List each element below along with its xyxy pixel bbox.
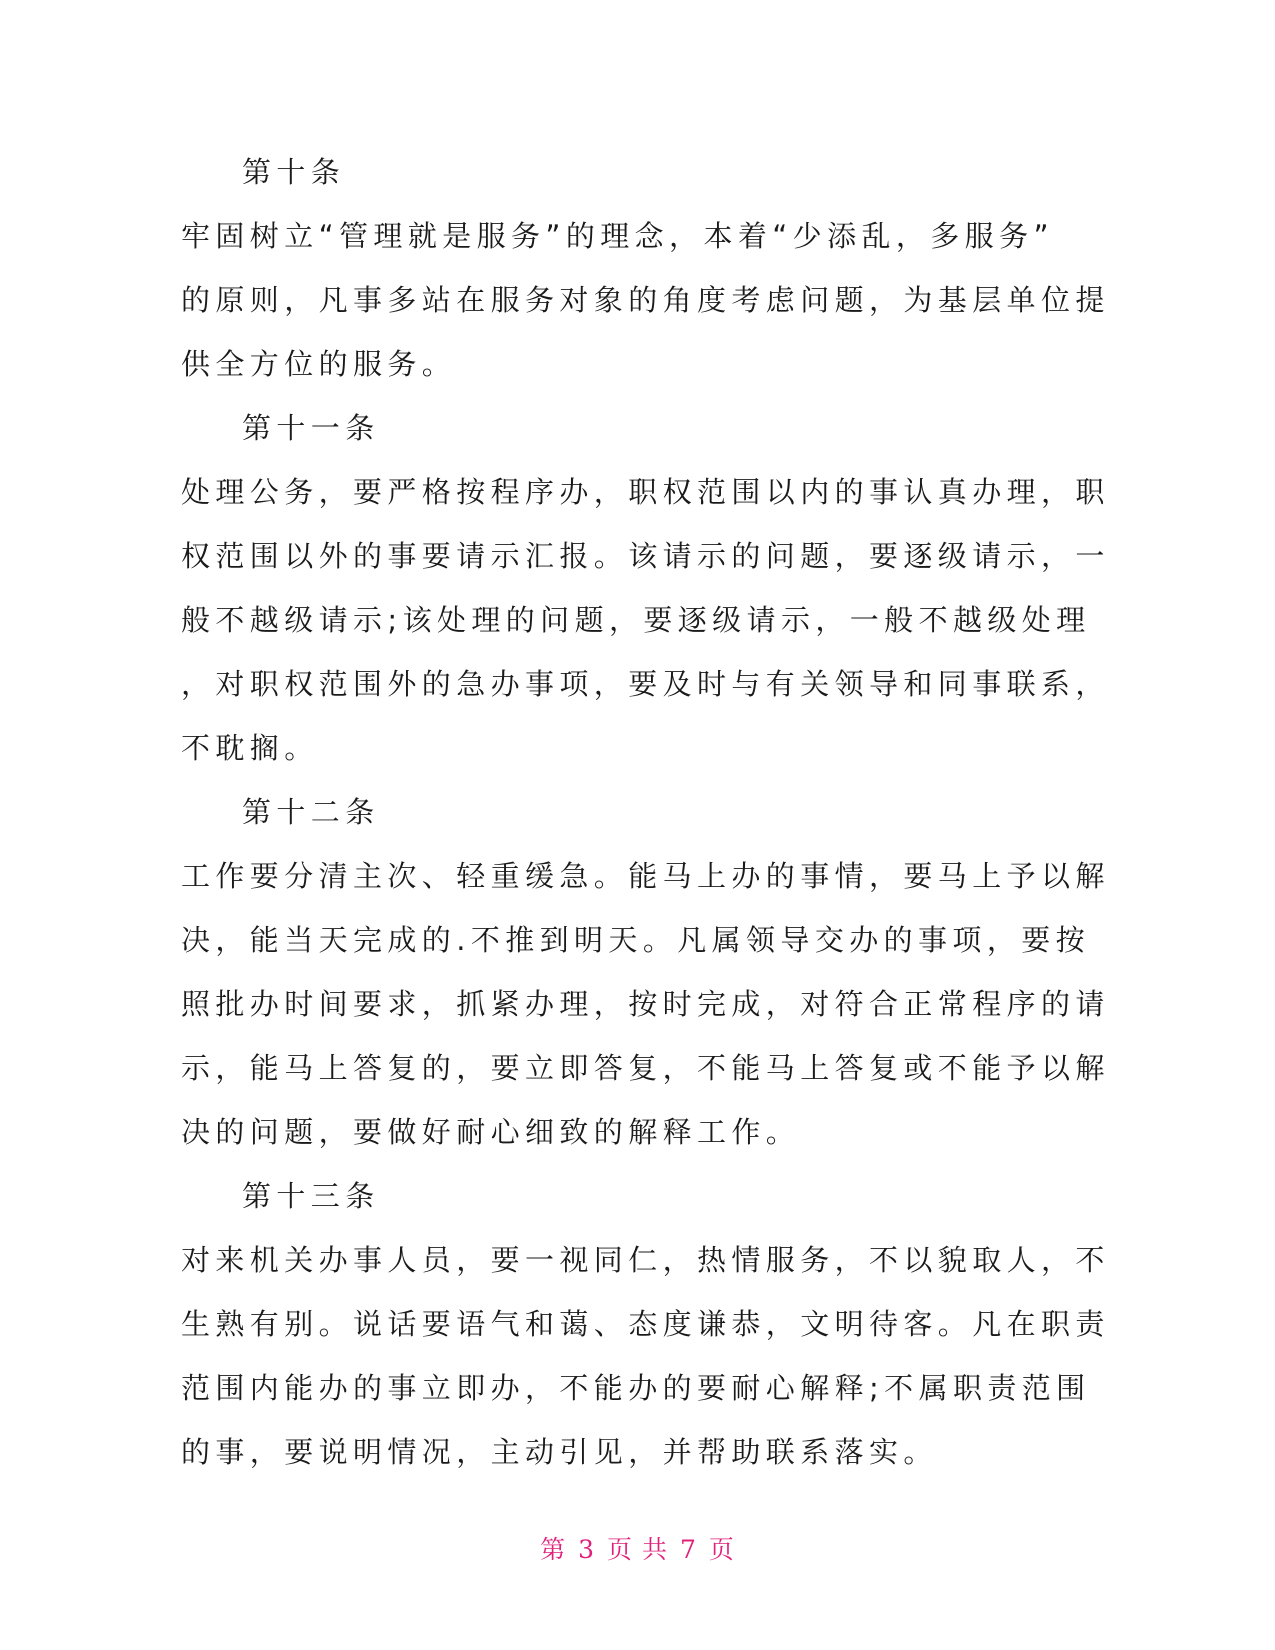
paragraph-line: 对来机关办事人员，要一视同仁，热情服务，不以貌取人，不 [181,1243,1110,1277]
paragraph-line: 工作要分清主次、轻重缓急。能马上办的事情，要马上予以解 [181,859,1110,893]
paragraph-line: 照批办时间要求，抓紧办理，按时完成，对符合正常程序的请 [181,987,1110,1021]
section-heading: 第十条 [242,155,346,189]
footer-middle: 页 共 [607,1535,668,1564]
paragraph-line: 处理公务，要严格按程序办，职权范围以内的事认真办理，职 [181,475,1110,509]
document-body [181,140,1110,1484]
section-heading: 第十二条 [242,795,380,829]
paragraph-line: ，对职权范围外的急办事项，要及时与有关领导和同事联系， [181,667,1110,701]
paragraph-line: 权范围以外的事要请示汇报。该请示的问题，要逐级请示，一 [181,539,1110,573]
footer-suffix: 页 [708,1535,735,1564]
section-heading: 第十三条 [242,1179,380,1213]
paragraph-line: 不耽搁。 [181,731,319,765]
paragraph-line: 范围内能办的事立即办，不能办的要耐心解释;不属职责范围 [181,1371,1091,1405]
page-footer [0,1530,1275,1566]
paragraph-line: 生熟有别。说话要语气和蔼、态度谦恭，文明待客。凡在职责 [181,1307,1110,1341]
paragraph-line: 的事，要说明情况，主动引见，并帮助联系落实。 [181,1435,938,1469]
paragraph-line: 决的问题，要做好耐心细致的解释工作。 [181,1115,801,1149]
paragraph-line: 示，能马上答复的，要立即答复，不能马上答复或不能予以解 [181,1051,1110,1085]
footer-prefix: 第 [540,1535,567,1564]
paragraph-line: 般不越级请示;该处理的问题，要逐级请示，一般不越级处理 [181,603,1091,637]
page-number: 3 [578,1535,596,1564]
paragraph-line: 供全方位的服务。 [181,347,457,381]
section-heading: 第十一条 [242,411,380,445]
paragraph-line: 决，能当天完成的.不推到明天。凡属领导交办的事项，要按 [181,923,1091,957]
total-pages: 7 [679,1535,697,1564]
paragraph-line: 牢固树立“管理就是服务”的理念，本着“少添乱，多服务” [181,219,1054,253]
paragraph-line: 的原则，凡事多站在服务对象的角度考虑问题，为基层单位提 [181,283,1110,317]
